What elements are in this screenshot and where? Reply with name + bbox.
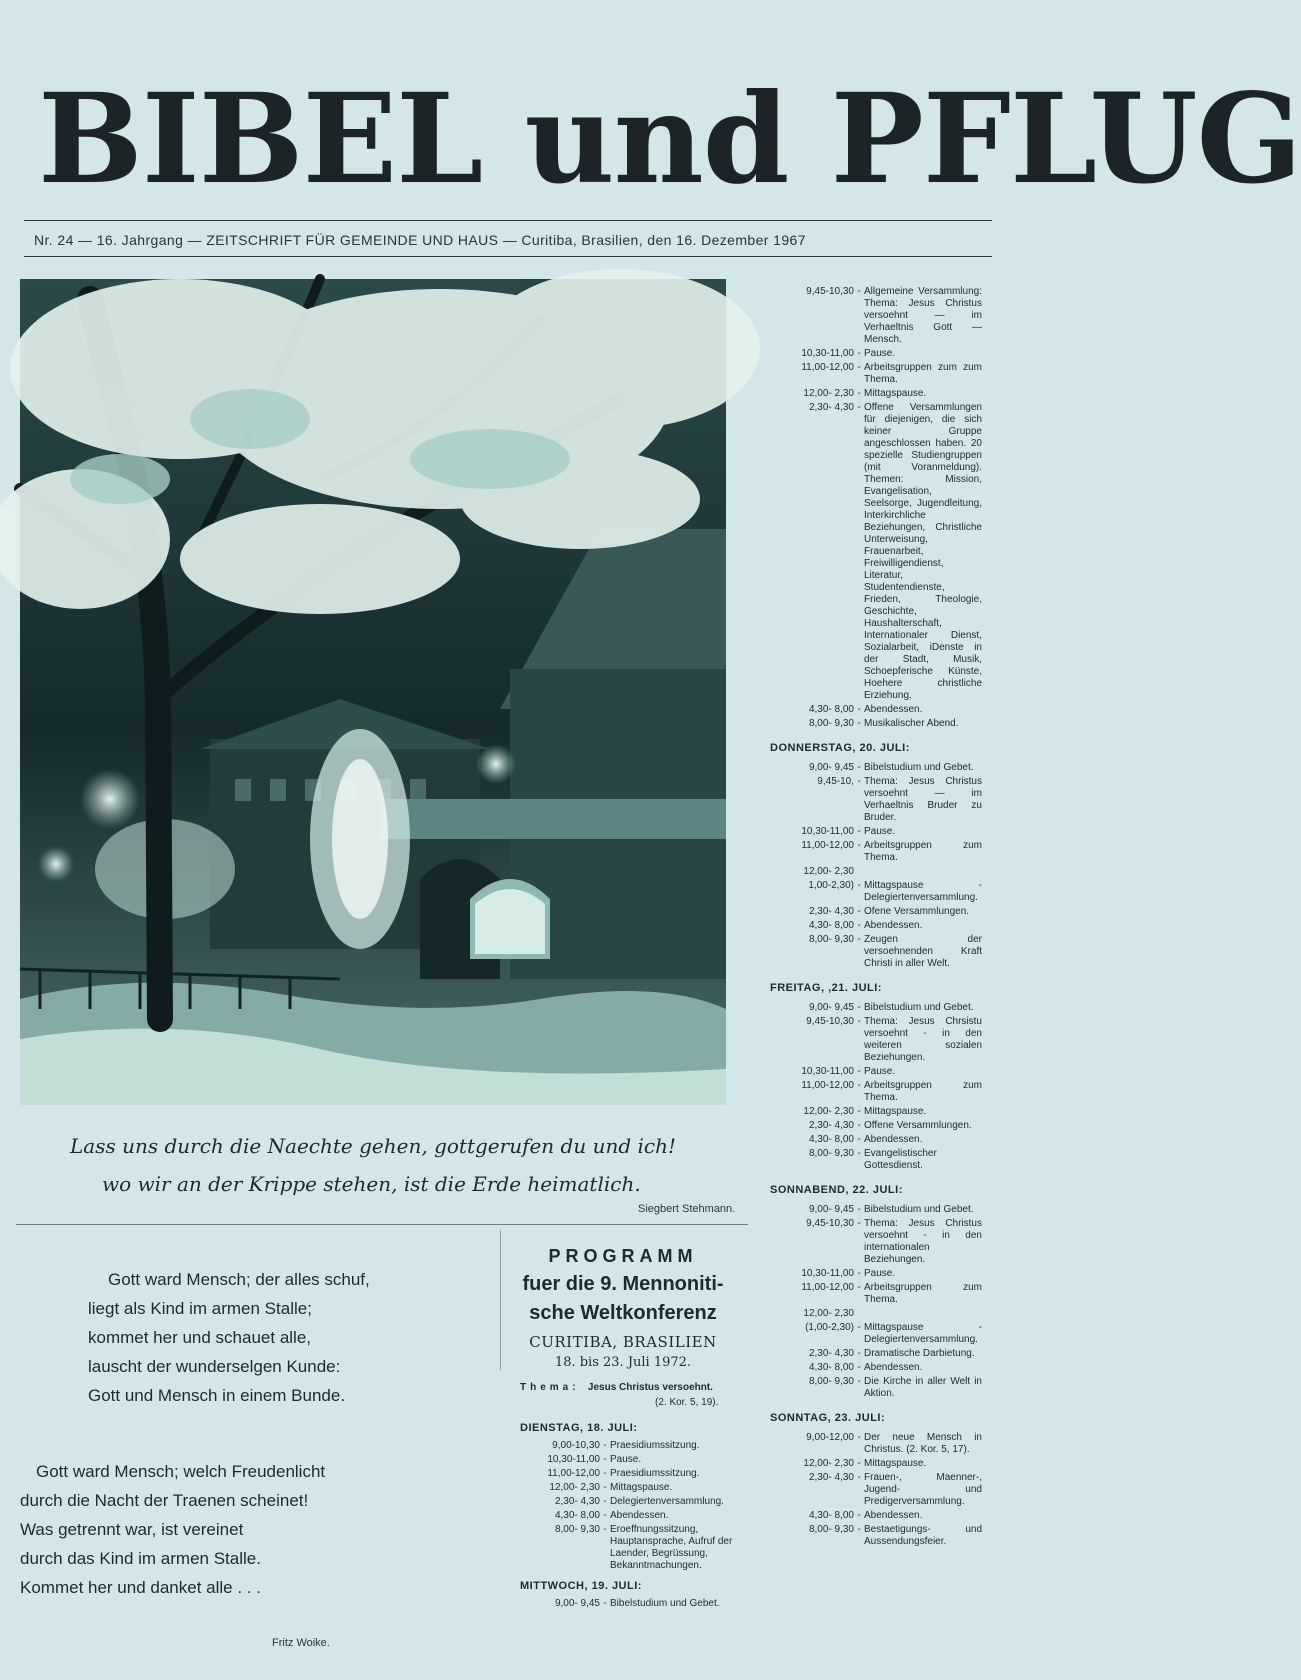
schedule-dash: -: [603, 1482, 607, 1493]
schedule-dash: -: [857, 1106, 861, 1117]
program-theme: [520, 1382, 713, 1393]
schedule-dash: -: [857, 762, 861, 773]
day-heading: DIENSTAG, 18. JULI:: [520, 1422, 638, 1434]
schedule-row: [520, 1440, 750, 1452]
day-items: [520, 1598, 750, 1610]
schedule-time: 12,00- 2,30: [803, 866, 854, 877]
schedule-row: [770, 1322, 982, 1346]
schedule-time: 2,30- 4,30: [808, 402, 854, 413]
schedule-time: 10,30-11,00: [801, 348, 854, 359]
schedule-text: Praesidiumssitzung.: [610, 1468, 700, 1479]
day-items: [770, 286, 982, 730]
schedule-time: (1,00-2,30): [805, 1322, 854, 1333]
schedule-row: [770, 1308, 982, 1320]
verse-author: Siegbert Stehmann.: [638, 1203, 736, 1215]
poem-2-line: durch das Kind im armen Stalle.: [20, 1549, 261, 1568]
schedule-time: 8,00- 9,30: [808, 1376, 854, 1387]
poem-2-author: Fritz Woike.: [272, 1637, 330, 1649]
schedule-dash: -: [857, 1148, 861, 1159]
schedule-text: Arbeitsgruppen zum Thema.: [864, 840, 982, 863]
schedule-row: [770, 1218, 982, 1266]
schedule-text: Thema: Jesus Christus versoehnt — im Verhaeltnis Bruder zu Bruder.: [864, 776, 982, 823]
schedule-row: [770, 1376, 982, 1400]
schedule-dash: -: [857, 1204, 861, 1215]
day-heading: SONNTAG, 23. JULI:: [770, 1412, 886, 1424]
schedule-text: Offene Versammlungen.: [864, 1120, 972, 1131]
schedule-time: 9,45-10,30: [806, 1218, 854, 1229]
schedule-time: 4,30- 8,00: [554, 1510, 600, 1521]
schedule-row: [770, 1016, 982, 1064]
schedule-dash: -: [857, 1080, 861, 1091]
schedule-time: 11,00-12,00: [801, 840, 854, 851]
schedule-dash: -: [857, 1362, 861, 1373]
schedule-dash: -: [857, 840, 861, 851]
schedule-row: [770, 1268, 982, 1280]
schedule-dash: -: [857, 402, 861, 413]
poem-1-line: kommet her und schauet alle,: [88, 1328, 312, 1347]
schedule-text: Pause.: [864, 348, 896, 359]
schedule-text: Ofene Versammlungen.: [864, 906, 970, 917]
schedule-dash: -: [857, 1322, 861, 1333]
poem-1-line: lauscht der wunderselgen Kunde:: [88, 1357, 341, 1376]
schedule-time: 11,00-12,00: [801, 1282, 854, 1293]
schedule-row: [770, 1458, 982, 1470]
schedule-text: Pause.: [864, 1066, 896, 1077]
schedule-dash: -: [603, 1510, 607, 1521]
schedule-time: 12,00- 2,30: [803, 1458, 854, 1469]
schedule-time: 8,00- 9,30: [554, 1524, 600, 1535]
schedule-dash: -: [857, 348, 861, 359]
schedule-row: [770, 402, 982, 702]
schedule-time: 4,30- 8,00: [808, 1510, 854, 1521]
schedule-time: 4,30- 8,00: [808, 920, 854, 931]
schedule-text: Delegiertenversammlung.: [610, 1496, 724, 1507]
schedule-time: 9,45-10,30: [806, 1016, 854, 1027]
section-divider: [16, 1224, 748, 1225]
schedule-text: Abendessen.: [610, 1510, 669, 1521]
schedule-text: Pause.: [864, 1268, 896, 1279]
column-divider: [500, 1230, 501, 1370]
schedule-dash: -: [857, 1066, 861, 1077]
schedule-text: Abendessen.: [864, 1510, 923, 1521]
schedule-time: 11,00-12,00: [547, 1468, 600, 1479]
schedule-time: 10,30-11,00: [801, 1066, 854, 1077]
poem-2-line: Kommet her und danket alle . . .: [20, 1578, 261, 1597]
schedule-time: 11,00-12,00: [801, 1080, 854, 1091]
schedule-row: [520, 1524, 750, 1572]
program-header: [510, 1246, 736, 1370]
verse-line-1: Lass uns durch die Naechte gehen, gottgerufen du und ich!: [70, 1134, 677, 1158]
schedule-time: 9,00- 9,45: [808, 1204, 854, 1215]
schedule-time: 9,45-10,30: [806, 286, 854, 297]
schedule-row: [770, 1204, 982, 1216]
schedule-row: [770, 1432, 982, 1456]
schedule-time: 2,30- 4,30: [808, 906, 854, 917]
issue-line: Nr. 24 — 16. Jahrgang — ZEITSCHRIFT FÜR GEMEINDE UND HAUS — Curitiba, Brasilien, den 16. Dezember 1967: [34, 232, 806, 248]
program-dates: 18. bis 23. Juli 1972.: [554, 1355, 692, 1370]
schedule-dash: -: [857, 1134, 861, 1145]
schedule-text: Eroeffnungssitzung, Hauptansprache, Aufruf der Laender, Begrüssung, Bekanntmachungen.: [610, 1524, 733, 1571]
schedule-text: Mittagspause - Delegiertenversammlung.: [864, 880, 982, 903]
schedule-row: [770, 1472, 982, 1508]
schedule-text: [864, 866, 982, 878]
schedule-text: Mittagspause.: [610, 1482, 673, 1493]
schedule-dash: -: [857, 1218, 861, 1229]
schedule-time: 8,00- 9,30: [808, 1148, 854, 1159]
schedule-time: 2,30- 4,30: [554, 1496, 600, 1507]
schedule-text: Abendessen.: [864, 704, 923, 715]
schedule-row: [770, 906, 982, 918]
day-heading: FREITAG, ,21. JULI:: [770, 982, 882, 994]
schedule-text: Arbeitsgruppen zum zum Thema.: [864, 362, 982, 385]
schedule-row: [770, 1002, 982, 1014]
theme-label: Thema:: [520, 1382, 580, 1393]
schedule-text: Mittagspause.: [864, 388, 927, 399]
schedule-row: [770, 286, 982, 346]
schedule-time: 2,30- 4,30: [808, 1348, 854, 1359]
schedule-row: [520, 1454, 750, 1466]
schedule-dash: -: [857, 934, 861, 945]
schedule-row: [520, 1468, 750, 1480]
schedule-row: [520, 1496, 750, 1508]
schedule-dash: -: [857, 362, 861, 373]
schedule-text: Arbeitsgruppen zum Thema.: [864, 1080, 982, 1103]
masthead-rule-bottom: [24, 256, 992, 257]
poem-2-line: durch die Nacht der Traenen scheinet!: [20, 1491, 309, 1510]
schedule-row: [770, 348, 982, 360]
schedule-text: Abendessen.: [864, 1134, 923, 1145]
schedule-text: Frauen-, Maenner-, Jugend- und Predigerversammlung.: [864, 1472, 982, 1507]
schedule-dash: -: [857, 1510, 861, 1521]
schedule-dash: -: [857, 1432, 861, 1443]
schedule-text: Bibelstudium und Gebet.: [610, 1598, 720, 1609]
schedule-text: Mittagspause.: [864, 1106, 927, 1117]
schedule-time: 9,00-10,30: [552, 1440, 600, 1451]
day-items: [520, 1440, 750, 1572]
schedule-dash: -: [603, 1496, 607, 1507]
verse-line-2: wo wir an der Krippe stehen, ist die Erde heimatlich.: [102, 1172, 641, 1196]
schedule-row: [770, 1120, 982, 1132]
theme-text: Jesus Christus versoehnt.: [587, 1382, 713, 1393]
schedule-row: [770, 1134, 982, 1146]
day-heading: SONNABEND, 22. JULI:: [770, 1184, 903, 1196]
winter-night-photo: [20, 279, 726, 1105]
schedule-dash: -: [857, 776, 861, 787]
schedule-dash: -: [857, 1268, 861, 1279]
program-title: PROGRAMM: [548, 1246, 698, 1266]
schedule-row: [770, 704, 982, 716]
schedule-row: [770, 840, 982, 864]
schedule-time: 9,45-10,: [817, 776, 854, 787]
schedule-text: Mittagspause - Delegiertenversammlung.: [864, 1322, 982, 1345]
schedule-dash: -: [857, 920, 861, 931]
schedule-dash: -: [857, 718, 861, 729]
schedule-time: 9,00- 9,45: [554, 1598, 600, 1609]
schedule-text: Thema: Jesus Christus versoehnt - in den internationalen Beziehungen.: [864, 1218, 982, 1265]
schedule-right: [770, 286, 982, 1550]
schedule-text: Dramatische Darbietung.: [864, 1348, 975, 1359]
schedule-time: 9,00- 9,45: [808, 762, 854, 773]
schedule-text: Pause.: [864, 826, 896, 837]
poem-1-line: liegt als Kind im armen Stalle;: [88, 1299, 312, 1318]
schedule-text: Der neue Mensch in Christus. (2. Kor. 5, 17).: [864, 1432, 982, 1455]
poem-2-line: Was getrennt war, ist vereinet: [20, 1520, 244, 1539]
schedule-time: 12,00- 2,30: [803, 388, 854, 399]
schedule-text: Bibelstudium und Gebet.: [864, 762, 974, 773]
schedule-dash: -: [603, 1440, 607, 1451]
schedule-dash: -: [857, 906, 861, 917]
program-subtitle-1: fuer die 9. Mennoniti-: [522, 1273, 724, 1295]
schedule-time: 8,00- 9,30: [808, 934, 854, 945]
schedule-time: 9,00-12,00: [806, 1432, 854, 1443]
schedule-dash: -: [857, 704, 861, 715]
schedule-dash: [854, 866, 864, 878]
schedule-dash: -: [857, 388, 861, 399]
schedule-dash: -: [857, 1376, 861, 1387]
schedule-row: [770, 826, 982, 838]
day-heading: MITTWOCH, 19. JULI:: [520, 1580, 642, 1592]
schedule-dash: -: [603, 1468, 607, 1479]
poem-2-line: Gott ward Mensch; welch Freudenlicht: [36, 1462, 326, 1481]
program-subtitle-2: sche Weltkonferenz: [529, 1302, 717, 1324]
schedule-row: [770, 1148, 982, 1172]
schedule-row: [770, 1348, 982, 1360]
schedule-row: [770, 762, 982, 774]
theme-ref: (2. Kor. 5, 19).: [655, 1397, 719, 1408]
schedule-text: Mittagspause.: [864, 1458, 927, 1469]
schedule-text: Abendessen.: [864, 1362, 923, 1373]
schedule-dash: -: [857, 1016, 861, 1027]
schedule-text: Zeugen der versoehnenden Kraft Christi in aller Welt.: [864, 934, 982, 969]
poem-1: [88, 1270, 370, 1406]
poem-2: [20, 1462, 325, 1598]
schedule-dash: -: [603, 1524, 607, 1535]
schedule-row: [770, 776, 982, 824]
schedule-dash: -: [603, 1598, 607, 1609]
schedule-row: [770, 388, 982, 400]
schedule-time: 12,00- 2,30: [549, 1482, 600, 1493]
schedule-text: Bibelstudium und Gebet.: [864, 1204, 974, 1215]
schedule-row: [520, 1482, 750, 1494]
schedule-text: Musikalischer Abend.: [864, 718, 959, 729]
schedule-dash: -: [857, 1524, 861, 1535]
day-items: [770, 1432, 982, 1548]
schedule-text: Pause.: [610, 1454, 642, 1465]
schedule-dash: -: [857, 826, 861, 837]
schedule-row: [770, 1362, 982, 1374]
schedule-text: Evangelistischer Gottesdienst.: [864, 1148, 937, 1171]
day-items: [770, 1002, 982, 1172]
schedule-row: [770, 362, 982, 386]
schedule-text: Arbeitsgruppen zum Thema.: [864, 1282, 982, 1305]
masthead-rule-top: [24, 220, 992, 221]
schedule-time: 11,00-12,00: [801, 362, 854, 373]
schedule-time: 2,30- 4,30: [808, 1472, 854, 1483]
schedule-row: [770, 1106, 982, 1118]
schedule-text: [864, 1308, 982, 1320]
schedule-dash: -: [857, 1472, 861, 1483]
schedule-text: Offene Versammlungen für diejenigen, die sich keiner Gruppe angeschlossen haben. 20 spezielle Studiengruppen (mit Voranmeldung). Themen: Mission, Evangelisation, Seelsorge, Jugendleitung, Interkirchliche Beziehungen, Christliche Unterweisung, Frauenarbeit, Freiwilligendienst, Literatur, Studentendienste, Frieden, Theologie, Geschichte, Haushalterschaft, Internationaler Dienst, Sozialarbeit, iDenste in der Stadt, Musik, Schoepferische Künste, Hoehere christliche Erziehung.: [864, 402, 982, 701]
day-items: [770, 762, 982, 970]
schedule-row: [520, 1598, 750, 1610]
schedule-time: 10,30-11,00: [801, 1268, 854, 1279]
schedule-dash: -: [857, 286, 861, 297]
schedule-text: Thema: Jesus Chrsistu versoehnt - in den weiteren sozialen Beziehungen.: [864, 1016, 982, 1063]
poem-1-line: Gott ward Mensch; der alles schuf,: [108, 1270, 370, 1289]
day-items: [770, 1204, 982, 1400]
schedule-row: [770, 1510, 982, 1522]
schedule-time: 9,00- 9,45: [808, 1002, 854, 1013]
schedule-time: 12,00- 2,30: [803, 1106, 854, 1117]
schedule-dash: -: [857, 1120, 861, 1131]
day-heading: DONNERSTAG, 20. JULI:: [770, 742, 910, 754]
schedule-text: Praesidiumssitzung.: [610, 1440, 700, 1451]
schedule-dash: -: [857, 880, 861, 891]
schedule-row: [770, 920, 982, 932]
schedule-time: 4,30- 8,00: [808, 704, 854, 715]
schedule-time: 12,00- 2,30: [803, 1308, 854, 1319]
program-city: CURITIBA, BRASILIEN: [529, 1333, 717, 1351]
schedule-row: [770, 934, 982, 970]
masthead-title: BIBEL und PFLUG: [38, 67, 1301, 212]
schedule-time: 4,30- 8,00: [808, 1134, 854, 1145]
schedule-text: Bibelstudium und Gebet.: [864, 1002, 974, 1013]
schedule-time: 8,00- 9,30: [808, 718, 854, 729]
schedule-row: [770, 718, 982, 730]
schedule-row: [770, 1080, 982, 1104]
schedule-left: [520, 1422, 750, 1612]
schedule-time: 10,30-11,00: [801, 826, 854, 837]
schedule-dash: -: [857, 1458, 861, 1469]
schedule-time: 2,30- 4,30: [808, 1120, 854, 1131]
schedule-text: Die Kirche in aller Welt in Aktion.: [864, 1376, 982, 1399]
schedule-row: [770, 880, 982, 904]
schedule-row: [520, 1510, 750, 1522]
schedule-time: 8,00- 9,30: [808, 1524, 854, 1535]
schedule-text: Allgemeine Versammlung: Thema: Jesus Christus versoehnt — im Verhaeltnis Gott —Mensch.: [864, 286, 982, 345]
schedule-text: Abendessen.: [864, 920, 923, 931]
schedule-dash: [854, 1308, 864, 1320]
schedule-row: [770, 866, 982, 878]
schedule-dash: -: [857, 1282, 861, 1293]
schedule-time: 4,30- 8,00: [808, 1362, 854, 1373]
schedule-dash: -: [857, 1348, 861, 1359]
schedule-time: 1,00-2,30): [808, 880, 854, 891]
schedule-time: 10,30-11,00: [547, 1454, 600, 1465]
schedule-dash: -: [857, 1002, 861, 1013]
schedule-row: [770, 1524, 982, 1548]
schedule-dash: -: [603, 1454, 607, 1465]
schedule-text: Bestaetigungs- und Aussendungsfeier.: [864, 1524, 982, 1547]
poem-1-line: Gott und Mensch in einem Bunde.: [88, 1386, 346, 1405]
schedule-row: [770, 1282, 982, 1306]
schedule-row: [770, 1066, 982, 1078]
